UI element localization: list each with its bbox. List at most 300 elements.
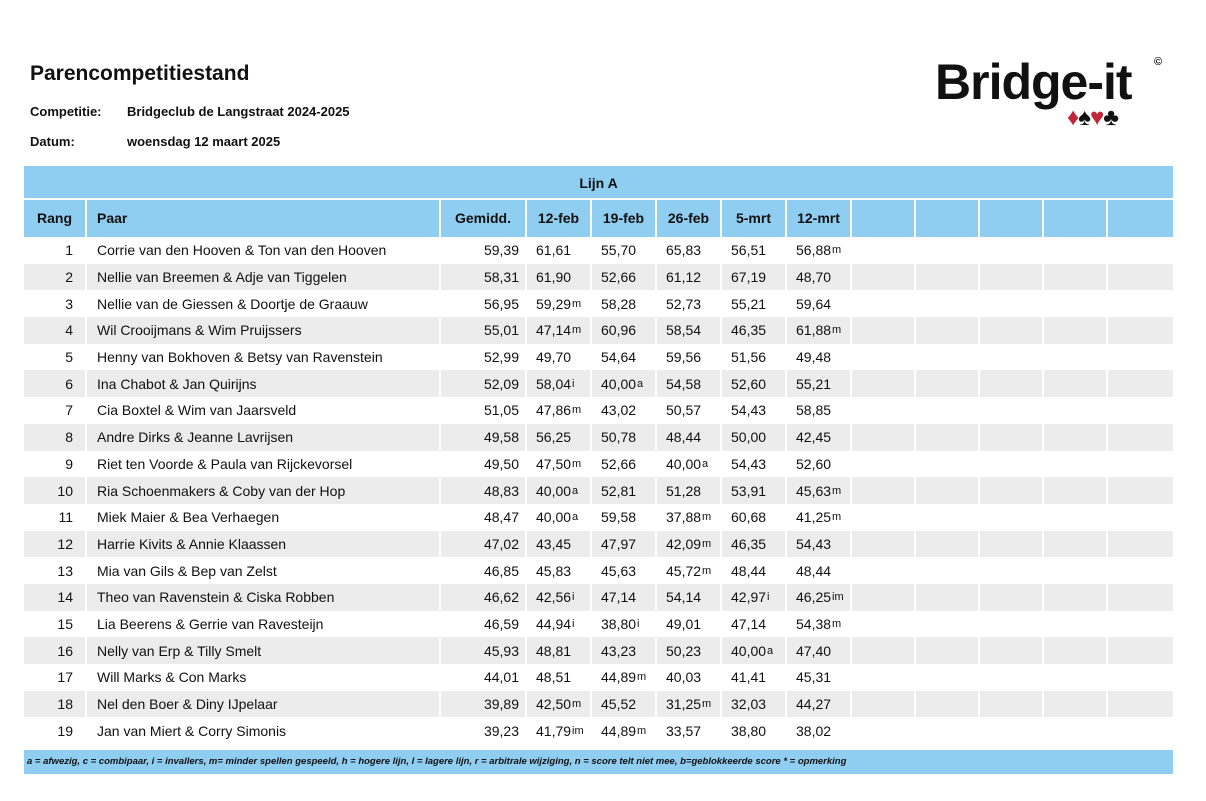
score-value: 53,91 [731, 482, 767, 499]
pair-cell: Andre Dirks & Jeanne Lavrijsen [87, 424, 441, 451]
score-cell [527, 317, 592, 344]
empty-cell [980, 691, 1044, 718]
pair-cell: Ina Chabot & Jan Quirijns [87, 370, 441, 397]
empty-cell [916, 664, 980, 691]
empty-cell [852, 531, 916, 558]
score-cell [657, 290, 722, 317]
table-row [24, 717, 1173, 744]
score-value: 48,44 [796, 562, 832, 579]
empty-cell [980, 477, 1044, 504]
score-cell [787, 370, 852, 397]
score-cell [527, 370, 592, 397]
score-value: 38,02 [796, 722, 832, 739]
empty-cell [1044, 557, 1108, 584]
score-cell [592, 531, 657, 558]
score-value: 61,88 [796, 322, 832, 339]
score-cell [592, 477, 657, 504]
score-cell [787, 237, 852, 264]
score-value: 58,54 [666, 322, 702, 339]
score-value: 49,01 [666, 615, 702, 632]
score-value: 56,88 [796, 242, 832, 259]
score-cell [722, 477, 787, 504]
score-cell [787, 397, 852, 424]
score-note: m [832, 244, 842, 257]
score-value: 54,43 [731, 402, 767, 419]
score-note: m [572, 404, 582, 417]
empty-cell [1108, 290, 1172, 317]
score-value: 41,79 [536, 722, 572, 739]
score-cell [527, 424, 592, 451]
score-value: 45,83 [536, 562, 572, 579]
score-cell [592, 344, 657, 371]
score-cell [592, 717, 657, 744]
score-value: 46,35 [731, 535, 767, 552]
empty-cell [852, 344, 916, 371]
score-value: 56,25 [536, 429, 572, 446]
score-note: i [767, 591, 770, 604]
empty-cell [916, 264, 980, 291]
score-value: 41,41 [731, 669, 767, 686]
score-cell [592, 317, 657, 344]
score-value: 40,00 [536, 482, 572, 499]
empty-cell [1044, 237, 1108, 264]
score-value: 46,35 [731, 322, 767, 339]
empty-cell [916, 717, 980, 744]
empty-cell [916, 611, 980, 638]
score-cell [722, 317, 787, 344]
score-value: 42,56 [536, 589, 572, 606]
score-note: m [702, 564, 712, 577]
empty-cell [852, 424, 916, 451]
empty-cell [852, 637, 916, 664]
score-cell [657, 584, 722, 611]
score-note: a [572, 484, 579, 497]
table-row [24, 664, 1173, 691]
average-cell: 48,83 [441, 477, 527, 504]
average-cell: 39,89 [441, 691, 527, 718]
empty-cell [852, 264, 916, 291]
score-note: i [572, 377, 575, 390]
table-row [24, 397, 1173, 424]
empty-cell [980, 451, 1044, 478]
empty-cell [1044, 397, 1108, 424]
empty-cell [1108, 424, 1172, 451]
pair-cell: Wil Crooijmans & Wim Pruijssers [87, 317, 441, 344]
card-suits [1067, 105, 1118, 131]
score-cell [722, 664, 787, 691]
column-header-empty [1044, 200, 1108, 237]
table-row [24, 237, 1173, 264]
score-value: 52,73 [666, 295, 702, 312]
table-row [24, 451, 1173, 478]
score-value: 61,12 [666, 269, 702, 286]
score-cell [592, 504, 657, 531]
empty-cell [980, 664, 1044, 691]
empty-cell [852, 584, 916, 611]
date-line [30, 134, 280, 149]
empty-cell [916, 317, 980, 344]
score-note: m [572, 457, 582, 470]
average-cell: 58,31 [441, 264, 527, 291]
empty-cell [852, 611, 916, 638]
column-header-rang: Rang [24, 200, 87, 237]
score-cell [527, 344, 592, 371]
empty-cell [916, 584, 980, 611]
score-value: 43,23 [601, 642, 637, 659]
bridge-it-logo [935, 52, 1170, 136]
empty-cell [916, 237, 980, 264]
empty-cell [980, 237, 1044, 264]
score-cell [657, 317, 722, 344]
score-value: 44,89 [601, 722, 637, 739]
score-cell [787, 557, 852, 584]
score-value: 58,85 [796, 402, 832, 419]
score-value: 55,21 [731, 295, 767, 312]
score-cell [787, 637, 852, 664]
score-cell [722, 451, 787, 478]
score-value: 51,28 [666, 482, 702, 499]
empty-cell [852, 504, 916, 531]
score-value: 61,61 [536, 242, 572, 259]
empty-cell [1044, 584, 1108, 611]
diamond-icon: ♦ [1067, 104, 1079, 131]
legend: a = afwezig, c = combipaar, i = invallers, m= minder spellen gespeeld, h = hogere lijn, l = lagere lijn, r = arbitrale wijziging, n = score telt niet mee, b=geblokkeerde score * = opmerking [24, 750, 1173, 774]
score-value: 40,00 [601, 375, 637, 392]
empty-cell [980, 370, 1044, 397]
empty-cell [980, 531, 1044, 558]
score-value: 55,21 [796, 375, 832, 392]
average-cell: 52,99 [441, 344, 527, 371]
score-value: 42,50 [536, 696, 572, 713]
empty-cell [1108, 531, 1172, 558]
score-cell [657, 477, 722, 504]
score-value: 54,14 [666, 589, 702, 606]
score-cell [722, 584, 787, 611]
score-value: 31,25 [666, 696, 702, 713]
empty-cell [980, 344, 1044, 371]
score-cell [657, 611, 722, 638]
empty-cell [1044, 531, 1108, 558]
score-cell [787, 344, 852, 371]
column-header-empty [916, 200, 980, 237]
score-note: m [572, 324, 582, 337]
score-value: 43,02 [601, 402, 637, 419]
score-cell [722, 237, 787, 264]
score-value: 41,25 [796, 509, 832, 526]
score-note: m [702, 511, 712, 524]
empty-cell [1044, 317, 1108, 344]
score-value: 47,14 [536, 322, 572, 339]
score-value: 44,89 [601, 669, 637, 686]
score-cell [722, 557, 787, 584]
score-cell [657, 344, 722, 371]
empty-cell [980, 557, 1044, 584]
average-cell: 56,95 [441, 290, 527, 317]
score-value: 48,70 [796, 269, 832, 286]
pair-cell: Nellie van Breemen & Adje van Tiggelen [87, 264, 441, 291]
average-cell: 55,01 [441, 317, 527, 344]
empty-cell [1044, 424, 1108, 451]
competition-line [30, 104, 350, 119]
pair-cell: Henny van Bokhoven & Betsy van Ravenstein [87, 344, 441, 371]
score-cell [787, 584, 852, 611]
score-value: 54,38 [796, 615, 832, 632]
standings-table [24, 166, 1173, 774]
empty-cell [852, 691, 916, 718]
empty-cell [1044, 504, 1108, 531]
score-cell [657, 237, 722, 264]
score-value: 60,68 [731, 509, 767, 526]
column-header-gemidd: Gemidd. [441, 200, 527, 237]
table-row [24, 317, 1173, 344]
empty-cell [980, 637, 1044, 664]
table-row [24, 611, 1173, 638]
score-value: 45,72 [666, 562, 702, 579]
score-note: i [572, 617, 575, 630]
average-cell: 44,01 [441, 664, 527, 691]
column-header-date: 19-feb [592, 200, 657, 237]
score-cell [787, 611, 852, 638]
pair-cell: Harrie Kivits & Annie Klaassen [87, 531, 441, 558]
empty-cell [1108, 637, 1172, 664]
score-cell [592, 664, 657, 691]
score-value: 45,63 [601, 562, 637, 579]
score-cell [657, 691, 722, 718]
score-value: 50,23 [666, 642, 702, 659]
copyright-icon: © [1154, 56, 1163, 68]
empty-cell [852, 451, 916, 478]
score-cell [657, 637, 722, 664]
column-header-date: 26-feb [657, 200, 722, 237]
score-cell [787, 451, 852, 478]
pair-cell: Riet ten Voorde & Paula van Rijckevorsel [87, 451, 441, 478]
empty-cell [1108, 397, 1172, 424]
score-value: 54,58 [666, 375, 702, 392]
pair-cell: Lia Beerens & Gerrie van Ravesteijn [87, 611, 441, 638]
rank-cell: 12 [24, 531, 87, 558]
average-cell: 52,09 [441, 370, 527, 397]
empty-cell [980, 397, 1044, 424]
rank-cell: 3 [24, 290, 87, 317]
score-cell [787, 290, 852, 317]
empty-cell [852, 290, 916, 317]
pair-cell: Miek Maier & Bea Verhaegen [87, 504, 441, 531]
empty-cell [916, 397, 980, 424]
pair-cell: Theo van Ravenstein & Ciska Robben [87, 584, 441, 611]
empty-cell [852, 237, 916, 264]
score-note: m [637, 724, 647, 737]
average-cell: 59,39 [441, 237, 527, 264]
score-cell [722, 264, 787, 291]
score-value: 61,90 [536, 269, 572, 286]
score-cell [657, 717, 722, 744]
empty-cell [916, 637, 980, 664]
rank-cell: 1 [24, 237, 87, 264]
score-value: 40,00 [666, 455, 702, 472]
column-header-empty [980, 200, 1044, 237]
score-note: a [702, 457, 709, 470]
score-value: 38,80 [601, 615, 637, 632]
pair-cell: Mia van Gils & Bep van Zelst [87, 557, 441, 584]
logo-text: Bridge-it [935, 54, 1132, 110]
score-cell [592, 584, 657, 611]
score-cell [592, 237, 657, 264]
score-cell [657, 424, 722, 451]
score-value: 37,88 [666, 509, 702, 526]
score-cell [657, 370, 722, 397]
score-value: 47,86 [536, 402, 572, 419]
rank-cell: 13 [24, 557, 87, 584]
column-header-date: 12-feb [527, 200, 592, 237]
score-cell [592, 397, 657, 424]
score-cell [592, 370, 657, 397]
score-cell [722, 611, 787, 638]
page-title: Parencompetitiestand [30, 62, 250, 85]
score-cell [527, 397, 592, 424]
spade-icon: ♠ [1078, 104, 1090, 131]
table-row [24, 531, 1173, 558]
empty-cell [1108, 664, 1172, 691]
score-value: 49,70 [536, 349, 572, 366]
score-cell [787, 531, 852, 558]
score-value: 47,50 [536, 455, 572, 472]
column-header-empty [852, 200, 916, 237]
rank-cell: 15 [24, 611, 87, 638]
score-value: 52,66 [601, 455, 637, 472]
score-note: a [767, 644, 774, 657]
score-value: 42,97 [731, 589, 767, 606]
score-cell [527, 584, 592, 611]
empty-cell [1108, 584, 1172, 611]
score-value: 45,52 [601, 696, 637, 713]
empty-cell [980, 424, 1044, 451]
score-value: 38,80 [731, 722, 767, 739]
pair-cell: Corrie van den Hooven & Ton van den Hooven [87, 237, 441, 264]
average-cell: 48,47 [441, 504, 527, 531]
average-cell: 49,50 [441, 451, 527, 478]
score-value: 45,63 [796, 482, 832, 499]
empty-cell [1108, 370, 1172, 397]
score-cell [722, 370, 787, 397]
score-note: im [572, 724, 584, 737]
empty-cell [852, 557, 916, 584]
score-cell [657, 451, 722, 478]
empty-cell [916, 370, 980, 397]
score-note: m [702, 537, 712, 550]
date-label: Datum: [30, 134, 75, 149]
table-row [24, 691, 1173, 718]
score-value: 48,44 [666, 429, 702, 446]
score-cell [592, 637, 657, 664]
empty-cell [852, 317, 916, 344]
score-cell [722, 531, 787, 558]
score-note: m [832, 484, 842, 497]
competition-label: Competitie: [30, 104, 102, 119]
empty-cell [980, 717, 1044, 744]
average-cell: 47,02 [441, 531, 527, 558]
score-cell [787, 264, 852, 291]
score-cell [527, 531, 592, 558]
score-cell [722, 717, 787, 744]
average-cell: 46,59 [441, 611, 527, 638]
score-value: 42,45 [796, 429, 832, 446]
empty-cell [1044, 691, 1108, 718]
average-cell: 45,93 [441, 637, 527, 664]
score-cell [722, 397, 787, 424]
rank-cell: 9 [24, 451, 87, 478]
score-note: a [637, 377, 644, 390]
column-header-empty [1108, 200, 1172, 237]
heart-icon: ♥ [1090, 104, 1104, 131]
score-value: 55,70 [601, 242, 637, 259]
empty-cell [916, 557, 980, 584]
score-value: 60,96 [601, 322, 637, 339]
empty-cell [852, 664, 916, 691]
empty-cell [1108, 237, 1172, 264]
score-note: i [572, 591, 575, 604]
score-cell [787, 424, 852, 451]
rank-cell: 18 [24, 691, 87, 718]
score-cell [592, 424, 657, 451]
score-cell [722, 290, 787, 317]
score-cell [592, 290, 657, 317]
score-cell [787, 317, 852, 344]
score-value: 47,14 [601, 589, 637, 606]
score-cell [657, 531, 722, 558]
rank-cell: 10 [24, 477, 87, 504]
score-value: 52,60 [796, 455, 832, 472]
column-header-date: 5-mrt [722, 200, 787, 237]
score-value: 59,58 [601, 509, 637, 526]
empty-cell [1108, 264, 1172, 291]
score-cell [527, 637, 592, 664]
score-cell [722, 424, 787, 451]
rank-cell: 17 [24, 664, 87, 691]
empty-cell [852, 477, 916, 504]
score-note: i [637, 617, 640, 630]
competition-value: Bridgeclub de Langstraat 2024-2025 [127, 104, 350, 119]
rank-cell: 6 [24, 370, 87, 397]
score-cell [592, 451, 657, 478]
score-cell [787, 504, 852, 531]
empty-cell [980, 290, 1044, 317]
empty-cell [980, 504, 1044, 531]
empty-cell [1044, 290, 1108, 317]
average-cell: 46,85 [441, 557, 527, 584]
score-cell [722, 504, 787, 531]
empty-cell [916, 477, 980, 504]
score-value: 40,00 [731, 642, 767, 659]
rank-cell: 4 [24, 317, 87, 344]
score-value: 67,19 [731, 269, 767, 286]
score-cell [527, 664, 592, 691]
average-cell: 39,23 [441, 717, 527, 744]
empty-cell [1108, 557, 1172, 584]
score-cell [527, 477, 592, 504]
score-value: 43,45 [536, 535, 572, 552]
empty-cell [1044, 344, 1108, 371]
score-value: 56,51 [731, 242, 767, 259]
score-cell [722, 691, 787, 718]
empty-cell [1108, 717, 1172, 744]
empty-cell [916, 451, 980, 478]
table-body [24, 237, 1173, 744]
score-cell [527, 557, 592, 584]
score-note: m [702, 698, 712, 711]
rank-cell: 7 [24, 397, 87, 424]
score-value: 47,97 [601, 535, 637, 552]
pair-cell: Will Marks & Con Marks [87, 664, 441, 691]
